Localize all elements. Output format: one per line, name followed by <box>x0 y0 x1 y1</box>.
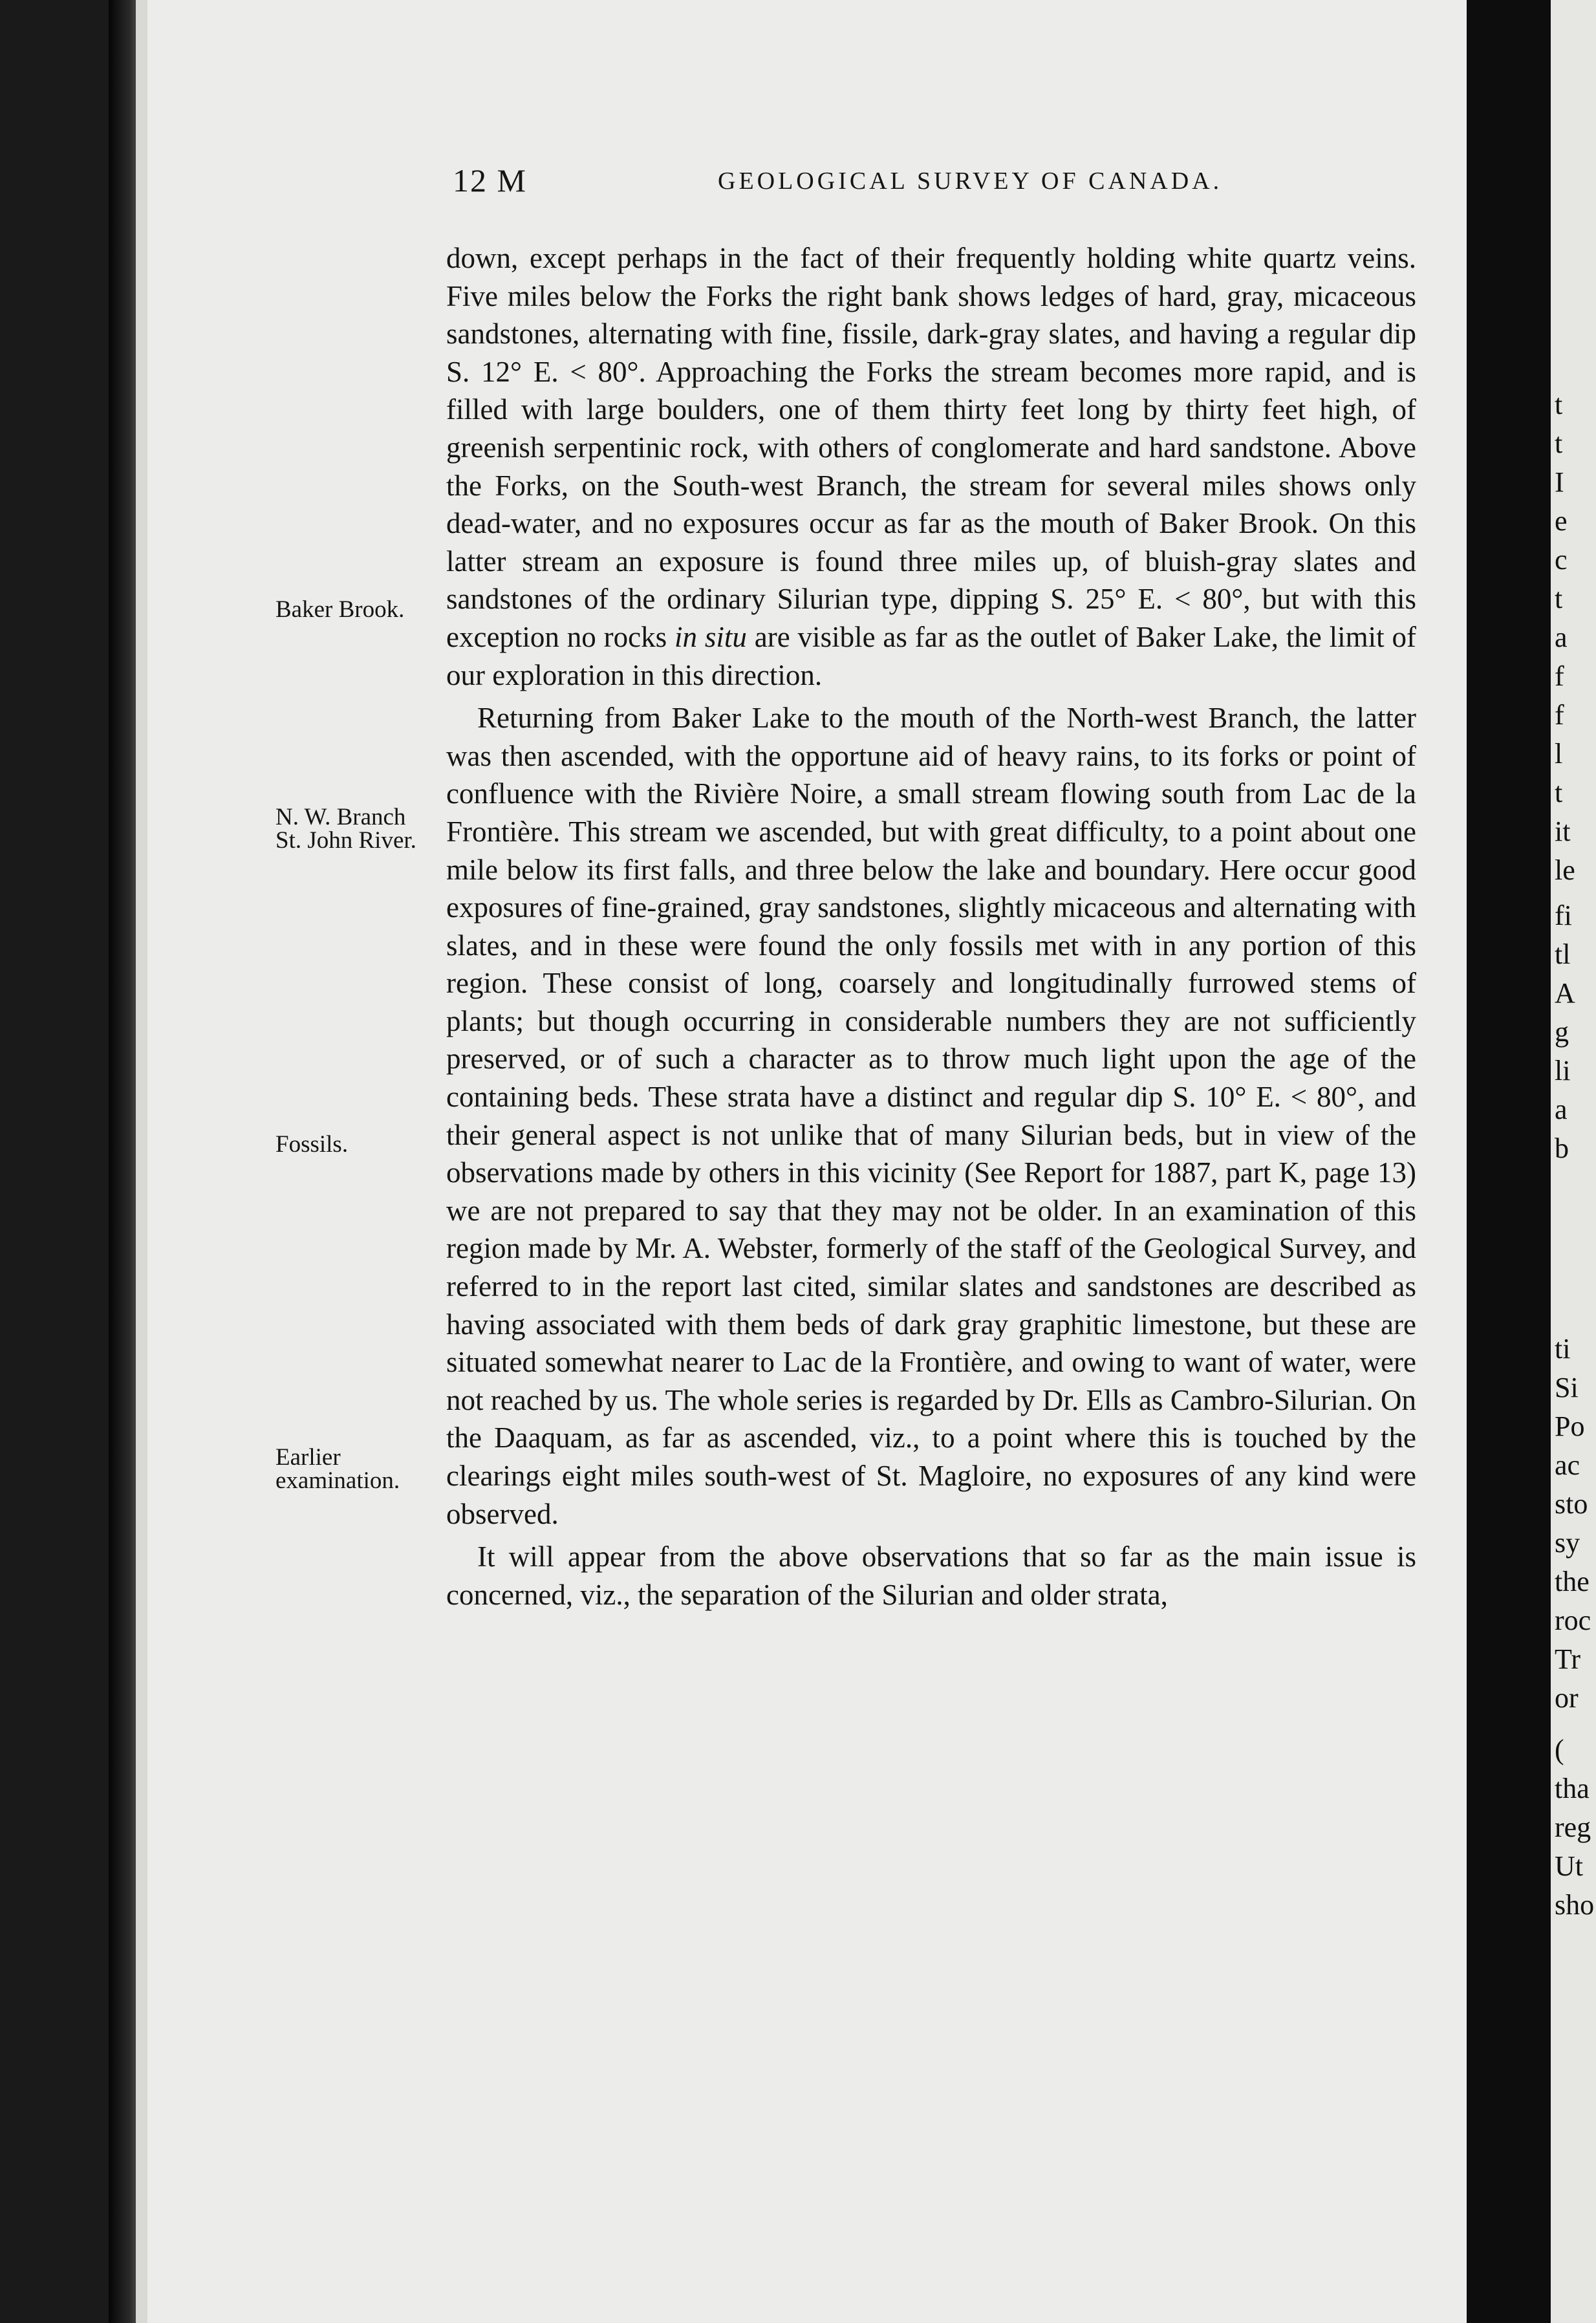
facing-page-fragment: Tr <box>1555 1643 1580 1675</box>
facing-page-fragment: t <box>1555 389 1563 420</box>
facing-page-fragment: reg <box>1555 1811 1591 1843</box>
facing-page-fragment: t <box>1555 583 1563 614</box>
paragraph-2: Returning from Baker Lake to the mouth of the North-west Branch, the latter was then ascended, with the opportune aid of heavy rains, to its forks or point of confluence with the Rivière Noire, a small stream flowing south from Lac de la Frontière. This stream we ascended, but with great difficulty, to a point about one mile below its first falls, and three below the lake and boundary. Here occur good exposures of fine-grained, gray sandstones, slightly micaceous and alternating with slates, and in these were found the only fossils met with in any portion of this region. These consist of long, coarsely and longitudinally furrowed stems of plants; but though occurring in considerable numbers they are not sufficiently preserved, or of such a character as to throw much light upon the age of the containing beds. These strata have a distinct and regular dip S. 10° E. < 80°, and their general aspect is not unlike that of many Silurian beds, but in view of the observations made by others in this vicinity (See Report for 1887, part K, page 13) we are not prepared to say that they may not be older. In an examination of this region made by Mr. A. Webster, formerly of the staff of the Geological Survey, and referred to in the report last cited, similar slates and sandstones are described as having associated with them beds of dark gray graphitic limestone, but these are situated somewhat nearer to Lac de la Frontière, and owing to want of water, were not reached by us. The whole series is regarded by Dr. Ells as Cambro-Silurian. On the Daaquam, as far as ascended, viz., to a point where this is touched by the clearings eight miles south-west of St. Magloire, no exposures of any kind were observed. <box>446 702 1416 1530</box>
facing-page-fragment: c <box>1555 544 1568 576</box>
facing-page-fragment: t <box>1555 777 1563 808</box>
facing-page-fragment: Po <box>1555 1410 1585 1442</box>
body-text <box>446 239 1416 1614</box>
facing-page-fragment: sho <box>1555 1889 1595 1921</box>
paragraph-1-text-a: down, except perhaps in the fact of their frequently holding white quartz veins. Five miles below the Forks the right bank shows ledges of hard, gray, micaceous sandstones, alternating with fine, fissile, dark-gray slates, and having a regular dip S. 12° E. < 80°. Approaching the Forks the stream becomes more rapid, and is filled with large boulders, one of them thirty feet long by thirty feet high, of greenish serpentinic rock, with others of conglomerate and hard sandstone. Above the Forks, on the South-west Branch, the stream for several miles shows only dead-water, and no exposures occur as far as the mouth of Baker Brook. On this latter stream an exposure is found three miles up, of bluish-gray slates and sandstones of the ordinary Silurian type, dipping S. 25° E. < 80°, but with this exception no rocks <box>446 242 1416 653</box>
facing-page-fragment: t <box>1555 427 1563 459</box>
side-note-earlier-examination: Earlier examination. <box>275 1444 400 1494</box>
facing-page-fragment: ti <box>1555 1333 1571 1365</box>
facing-page-fragment: li <box>1555 1055 1571 1086</box>
facing-page-fragment: g <box>1555 1016 1569 1048</box>
facing-page-fragment: ac <box>1555 1449 1580 1481</box>
paragraph-1-text-b: are visible as far as the outlet of Baker Lake, the limit of our exploration in this direction. <box>446 620 1417 691</box>
facing-page-fragment: b <box>1555 1132 1569 1164</box>
facing-page-fragment: tl <box>1555 938 1571 970</box>
facing-page-fragment: le <box>1555 854 1575 886</box>
facing-page-fragment: ( <box>1555 1734 1564 1766</box>
paragraph-1-italic: in situ <box>674 620 747 653</box>
facing-page-fragment: sy <box>1555 1527 1580 1559</box>
facing-page-fragment: Ut <box>1555 1850 1583 1882</box>
facing-page-fragment: the <box>1555 1566 1590 1597</box>
facing-page-fragment: tha <box>1555 1773 1590 1804</box>
facing-page-fragment: a <box>1555 1094 1568 1125</box>
running-title: GEOLOGICAL SURVEY OF CANADA. <box>718 167 1223 195</box>
facing-page-fragment: l <box>1555 738 1563 770</box>
facing-page-fragment: or <box>1555 1682 1579 1714</box>
side-note-nw-branch: N. W. Branch St. John River. <box>275 804 416 854</box>
paragraph-3: It will appear from the above observations that so far as the main issue is concerned, viz., the separation of the Silurian and older strata, <box>446 1540 1416 1611</box>
facing-page-fragment: roc <box>1555 1604 1591 1636</box>
page-header <box>453 162 1461 213</box>
side-note-baker-brook: Baker Brook. <box>275 596 405 623</box>
facing-page-fragment: f <box>1555 699 1564 731</box>
facing-page-fragment: I <box>1555 466 1564 498</box>
facing-page-fragment: Si <box>1555 1372 1579 1403</box>
facing-page-fragment: a <box>1555 621 1568 653</box>
facing-page-fragment: e <box>1555 505 1568 537</box>
facing-page-fragment: f <box>1555 660 1564 692</box>
facing-page-fragment: it <box>1555 816 1571 847</box>
paragraph-1 <box>446 239 1416 694</box>
facing-page-fragment: A <box>1555 977 1575 1009</box>
side-note-fossils: Fossils. <box>275 1131 349 1158</box>
page-number: 12 M <box>453 162 527 199</box>
facing-page-fragment: sto <box>1555 1488 1588 1520</box>
facing-page-fragment: fi <box>1555 900 1572 931</box>
